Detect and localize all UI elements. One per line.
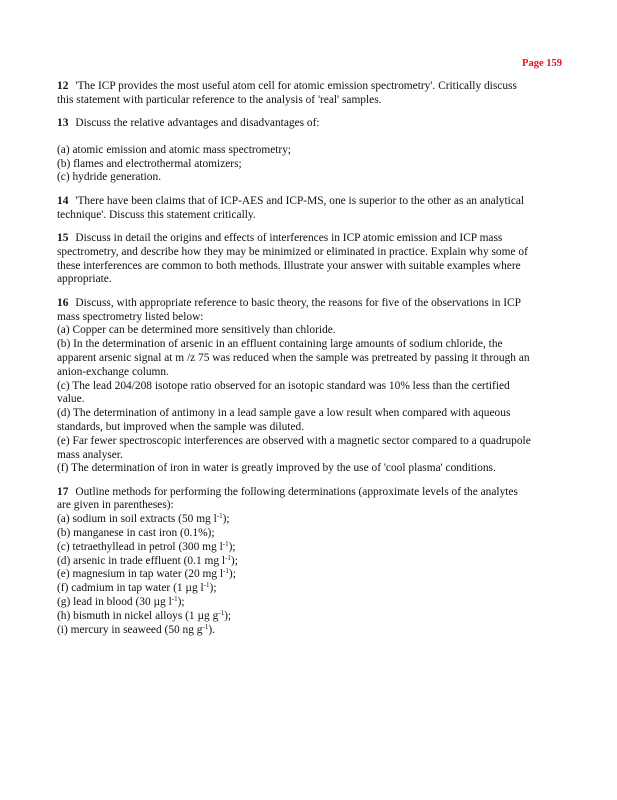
question-15 — [57, 232, 567, 287]
question-text: 'The ICP provides the most useful atom cell for atomic emission spectrometry'. Critically discuss — [75, 80, 517, 92]
list-item: (e) Far fewer spectroscopic interferences are observed with a magnetic sector compared to a quadrupole — [57, 434, 531, 447]
question-text: Discuss, with appropriate reference to basic theory, the reasons for five of the observations in ICP — [75, 296, 521, 309]
question-text: Discuss the relative advantages and disadvantages of: — [75, 117, 320, 130]
list-item: (b) In the determination of arsenic in an effluent containing large amounts of sodium chloride, the — [57, 338, 503, 351]
question-17 — [57, 486, 567, 638]
question-text: appropriate. — [57, 273, 112, 286]
question-text: Discuss in detail the origins and effects of interferences in ICP atomic emission and ICP mass — [75, 231, 503, 244]
list-item: standards, but improved when the sample was diluted. — [57, 420, 305, 433]
list-item: (d) arsenic in trade effluent (0.1 mg $l^{-1}$); — [57, 553, 238, 567]
question-number: 14 — [57, 194, 69, 207]
list-item: (a) sodium in soil extracts (50 mg $l^{-1}$); — [57, 512, 230, 526]
question-16 — [57, 297, 567, 476]
question-text: this statement with particular reference to the analysis of 'real' samples. — [57, 93, 382, 106]
list-item: (i) mercury in seaweed (50 ng $g^{-1}$). — [57, 622, 215, 636]
question-number: 16 — [57, 296, 69, 309]
list-item: (a) atomic emission and atomic mass spectrometry; — [57, 143, 292, 156]
list-item: (f) The determination of iron in water is greatly improved by the use of 'cool plasma' conditions. — [57, 462, 496, 475]
question-text: these interferences are common to both methods. Illustrate your answer with suitable examples where — [57, 259, 521, 272]
list-item: (a) Copper can be determined more sensitively than chloride. — [57, 324, 336, 337]
question-text: mass spectrometry listed below: — [57, 310, 204, 323]
question-text: 'There have been claims that of ICP-AES and ICP-MS, one is superior to the other as an analytical — [75, 194, 525, 207]
question-number: 17 — [57, 485, 69, 498]
list-item: apparent arsenic signal at m /z 75 was reduced when the sample was pretreated by passing it through an — [57, 351, 530, 364]
question-number: 12 — [57, 80, 69, 92]
question-text: Outline methods for performing the following determinations (approximate levels of the analytes — [75, 485, 518, 498]
list-item: value. — [57, 393, 85, 406]
question-13 — [57, 117, 567, 185]
page-number: Page 159 — [522, 58, 562, 69]
question-number: 15 — [57, 231, 69, 244]
list-item: (f) cadmium in tap water (1 µg $l^{-1}$); — [57, 581, 217, 595]
question-text: technique'. Discuss this statement critically. — [57, 208, 256, 221]
question-number: 13 — [57, 117, 69, 130]
list-item: (c) tetraethyllead in petrol (300 mg $l^{-1}$); — [57, 539, 236, 553]
list-item: (b) flames and electrothermal atomizers; — [57, 157, 242, 170]
list-item: mass analyser. — [57, 448, 123, 461]
list-item: (h) bismuth in nickel alloys (1 µg $g^{-1}$); — [57, 608, 232, 622]
list-item: anion-exchange column. — [57, 365, 169, 378]
document-body — [57, 80, 567, 647]
list-item: (b) manganese in cast iron (0.1%); — [57, 527, 215, 540]
list-item: (e) magnesium in tap water (20 mg $l^{-1}$); — [57, 567, 236, 581]
list-item: (d) The determination of antimony in a lead sample gave a low result when compared with aqueous — [57, 407, 511, 420]
question-text: are given in parentheses): — [57, 499, 174, 512]
list-item: (g) lead in blood (30 µg $l^{-1}$); — [57, 595, 185, 609]
list-item: (c) hydride generation. — [57, 171, 162, 184]
question-12 — [57, 80, 567, 108]
question-14 — [57, 195, 567, 223]
list-item: (c) The lead 204/208 isotope ratio observed for an isotopic standard was 10% less than the certified — [57, 379, 510, 392]
question-text: spectrometry, and describe how they may be minimized or eliminated in practice. Explain why some of — [57, 245, 528, 258]
